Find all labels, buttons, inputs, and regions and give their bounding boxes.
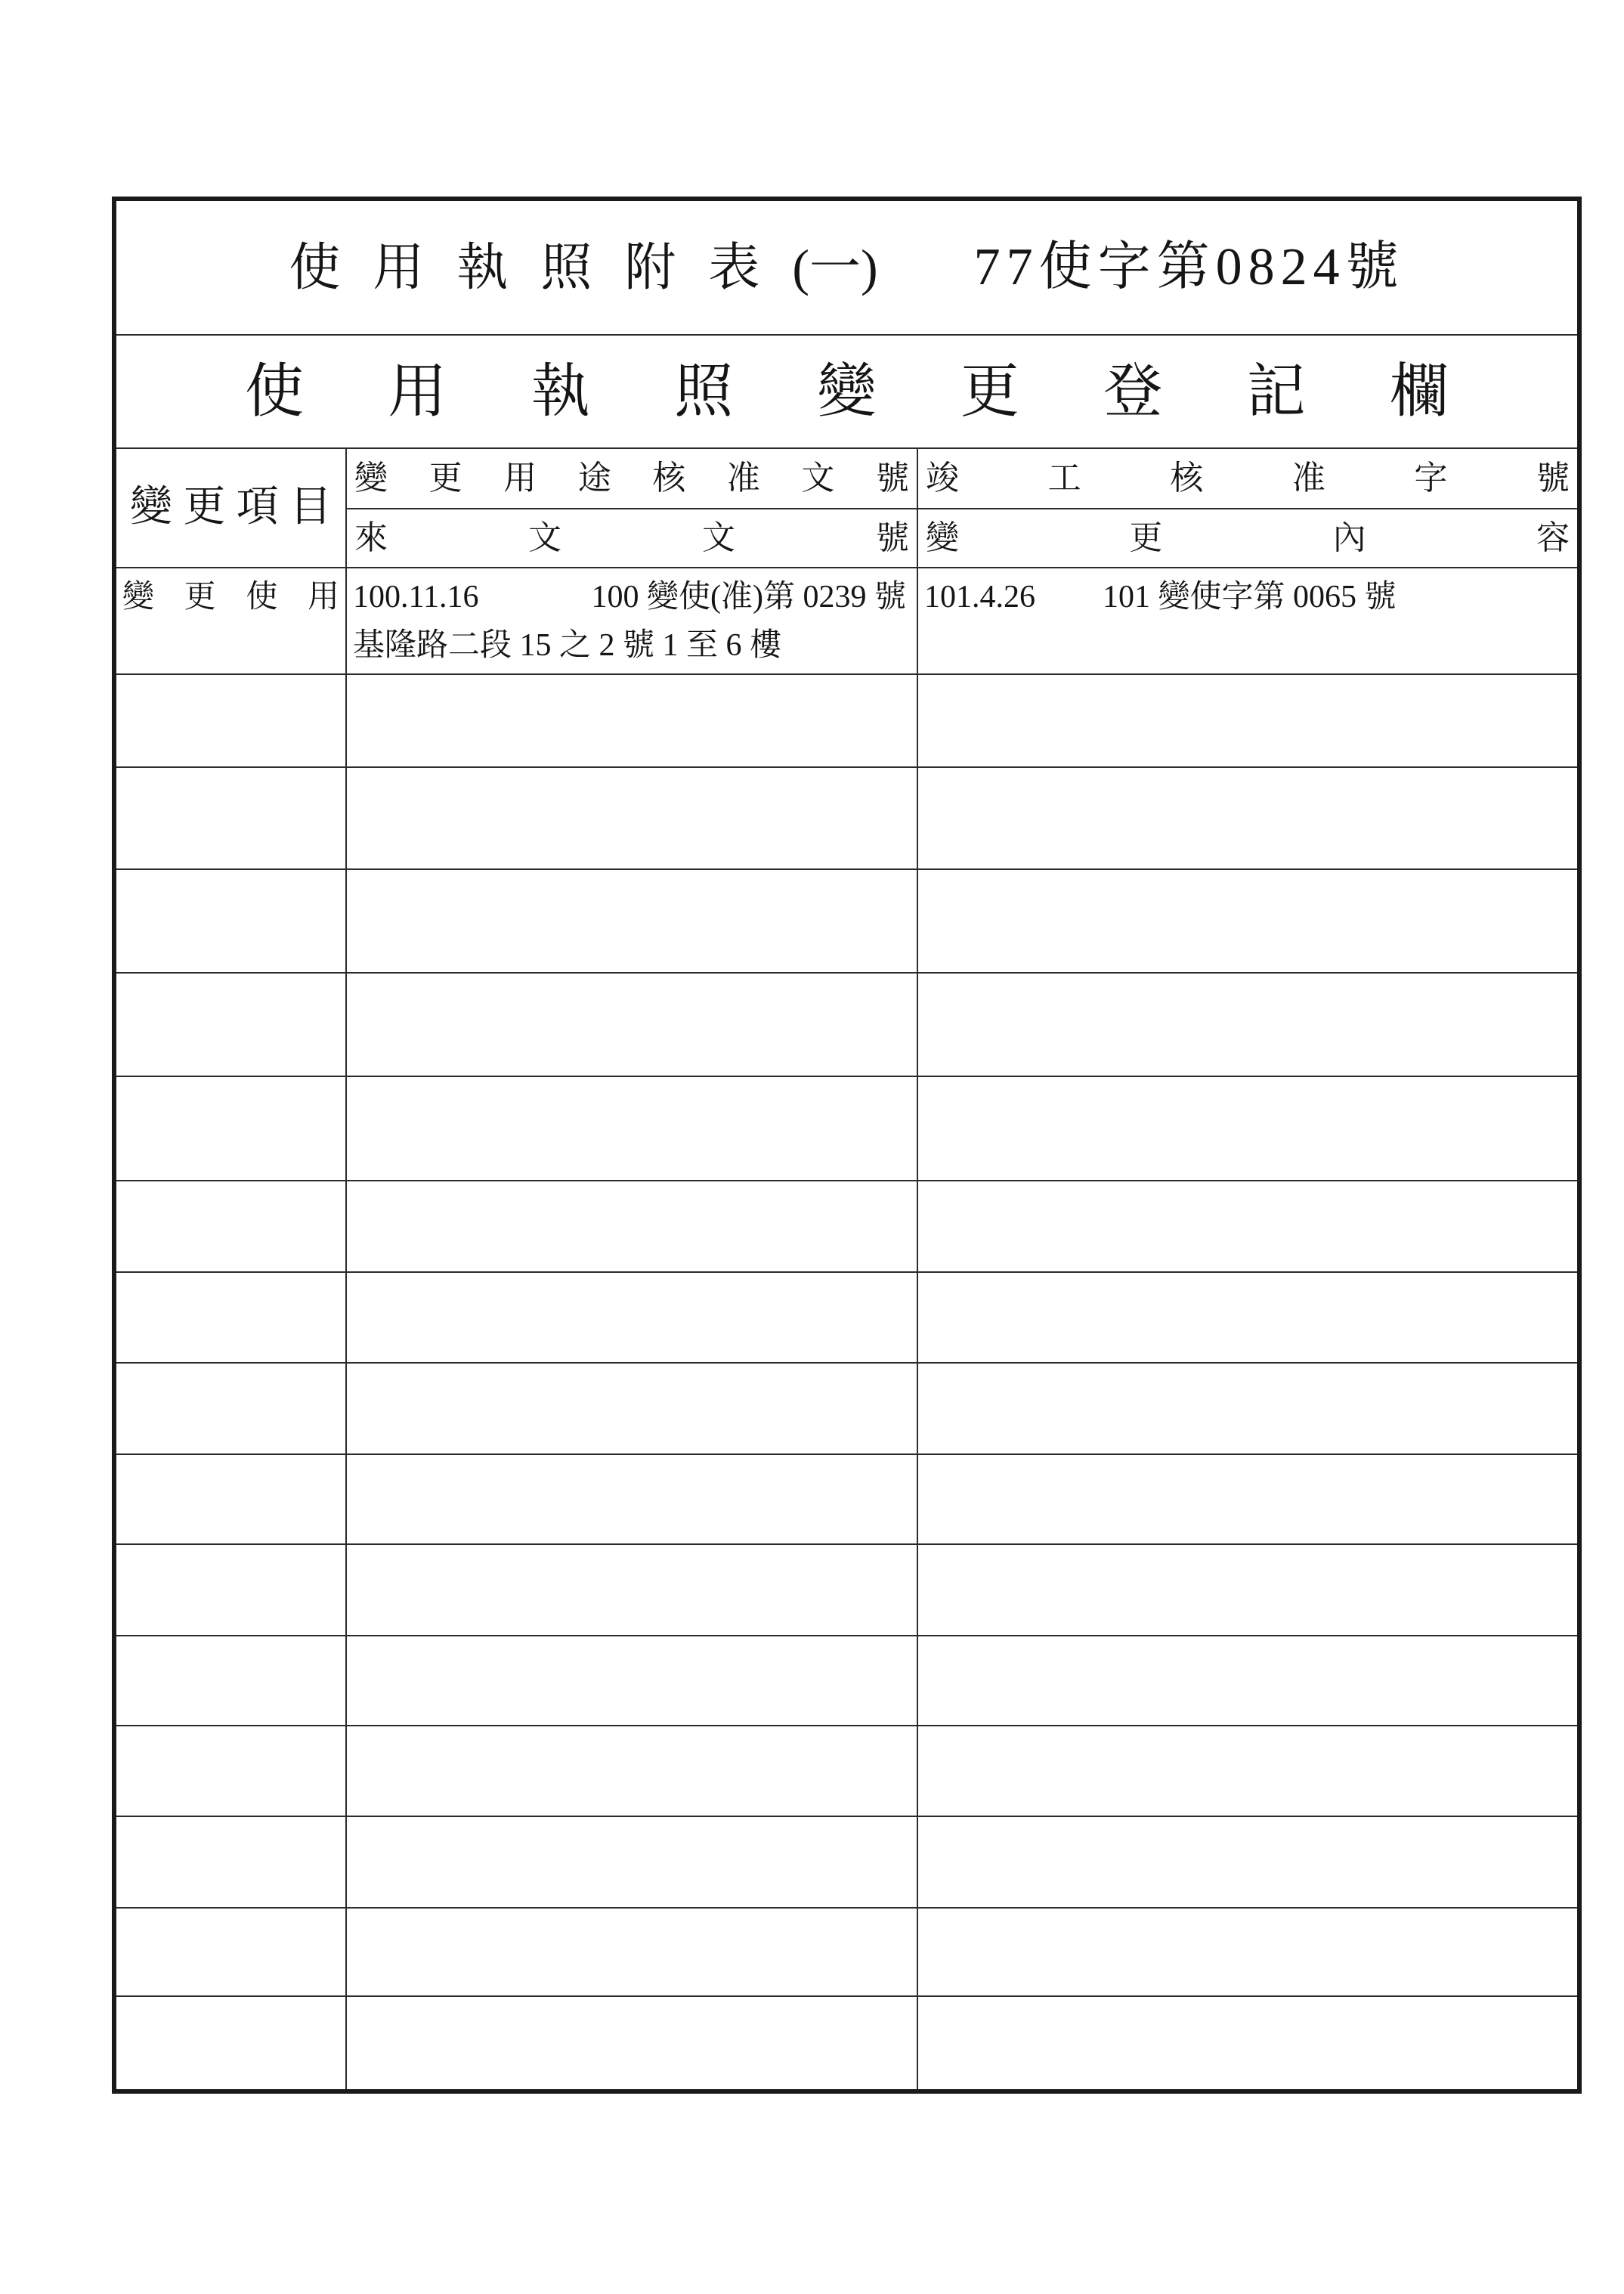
change-content-header: 變更內容 bbox=[926, 519, 1570, 556]
change-item-cell bbox=[114, 568, 346, 674]
change-register-table bbox=[112, 197, 1582, 2094]
completion-cell bbox=[917, 1544, 1579, 1636]
register-row bbox=[114, 767, 1579, 869]
completion-cell bbox=[917, 1908, 1579, 1996]
register-row bbox=[114, 568, 1579, 674]
register-row bbox=[114, 1076, 1579, 1181]
register-row bbox=[114, 1544, 1579, 1636]
completion-cell bbox=[917, 1181, 1579, 1272]
change-item-cell bbox=[114, 1816, 346, 1908]
incoming-doc-header-cell bbox=[346, 509, 917, 568]
approval-number: 100 變使(准)第 0239 號 bbox=[591, 580, 906, 615]
completion-cell bbox=[917, 1363, 1579, 1454]
register-row bbox=[114, 1816, 1579, 1908]
form-title bbox=[116, 238, 1577, 296]
completion-line bbox=[918, 573, 1577, 621]
change-item-cell bbox=[114, 1454, 346, 1544]
approval-doc-header-cell bbox=[346, 448, 917, 509]
register-row bbox=[114, 1908, 1579, 1996]
register-row bbox=[114, 1996, 1579, 2091]
register-row bbox=[114, 1454, 1579, 1544]
change-item-cell bbox=[114, 869, 346, 973]
change-item-cell bbox=[114, 674, 346, 767]
completion-cell bbox=[917, 1272, 1579, 1363]
completion-date: 101.4.26 bbox=[924, 580, 1035, 615]
approval-doc-cell bbox=[346, 674, 917, 767]
approval-line bbox=[347, 573, 917, 621]
form-title-suffix: (一) bbox=[792, 239, 878, 296]
register-row bbox=[114, 869, 1579, 973]
change-item-cell bbox=[114, 1363, 346, 1454]
approval-doc-cell bbox=[346, 1636, 917, 1726]
change-item-cell bbox=[114, 1636, 346, 1726]
change-item-header: 變更項目 bbox=[130, 484, 332, 531]
permit-number: 77使字第0824號 bbox=[973, 238, 1405, 296]
register-row bbox=[114, 674, 1579, 767]
change-item-cell bbox=[114, 973, 346, 1076]
approval-doc-cell bbox=[346, 1363, 917, 1454]
section-row bbox=[114, 335, 1579, 448]
change-item-cell bbox=[114, 1272, 346, 1363]
approval-date: 100.11.16 bbox=[353, 580, 479, 615]
completion-cell bbox=[917, 674, 1579, 767]
change-item-cell bbox=[114, 1076, 346, 1181]
approval-doc-cell bbox=[346, 1544, 917, 1636]
usage-permit-attachment-form bbox=[112, 197, 1577, 2094]
change-item-header-cell bbox=[114, 448, 346, 568]
change-item-cell bbox=[114, 767, 346, 869]
approval-doc-cell bbox=[346, 1272, 917, 1363]
completion-number: 101 變使字第 0065 號 bbox=[1103, 580, 1397, 615]
change-item-cell bbox=[114, 1908, 346, 1996]
header-row bbox=[114, 448, 1579, 509]
change-content-header-cell bbox=[917, 509, 1579, 568]
title-cell bbox=[114, 199, 1579, 335]
completion-cell bbox=[917, 1076, 1579, 1181]
register-row bbox=[114, 1363, 1579, 1454]
completion-cell bbox=[917, 1996, 1579, 2091]
approval-doc-cell bbox=[346, 1816, 917, 1908]
completion-cell bbox=[917, 1636, 1579, 1726]
completion-cell bbox=[917, 869, 1579, 973]
change-item-text: 變更使用 bbox=[122, 580, 339, 615]
completion-cell bbox=[917, 1454, 1579, 1544]
completion-cell bbox=[917, 568, 1579, 674]
completion-cell bbox=[917, 1726, 1579, 1816]
completion-cell bbox=[917, 767, 1579, 869]
approval-doc-cell bbox=[346, 767, 917, 869]
approval-doc-cell bbox=[346, 1076, 917, 1181]
section-cell bbox=[114, 335, 1579, 448]
completion-approval-header: 竣工核准字號 bbox=[926, 459, 1570, 497]
register-row bbox=[114, 1272, 1579, 1363]
register-row bbox=[114, 1181, 1579, 1272]
register-row bbox=[114, 973, 1579, 1076]
section-title: 使用執照變更登記欄 bbox=[245, 358, 1449, 424]
form-title-text: 使用執照附表 bbox=[289, 239, 793, 296]
approval-doc-cell bbox=[346, 869, 917, 973]
title-row bbox=[114, 199, 1579, 335]
register-row bbox=[114, 1726, 1579, 1816]
approval-doc-cell bbox=[346, 1908, 917, 1996]
completion-approval-header-cell bbox=[917, 448, 1579, 509]
register-row bbox=[114, 1636, 1579, 1726]
approval-doc-cell bbox=[346, 1726, 917, 1816]
change-item-cell bbox=[114, 1181, 346, 1272]
approval-doc-header: 變更用途核准文號 bbox=[354, 459, 909, 497]
completion-cell bbox=[917, 973, 1579, 1076]
address-text: 基隆路二段 15 之 2 號 1 至 6 樓 bbox=[353, 628, 782, 663]
incoming-doc-header: 來文文號 bbox=[354, 519, 909, 556]
approval-doc-cell bbox=[346, 1996, 917, 2091]
approval-doc-cell bbox=[346, 568, 917, 674]
approval-doc-cell bbox=[346, 1181, 917, 1272]
approval-doc-cell bbox=[346, 973, 917, 1076]
approval-doc-cell bbox=[346, 1454, 917, 1544]
completion-cell bbox=[917, 1816, 1579, 1908]
change-item-cell bbox=[114, 1996, 346, 2091]
change-item-cell bbox=[114, 1544, 346, 1636]
change-item-cell bbox=[114, 1726, 346, 1816]
